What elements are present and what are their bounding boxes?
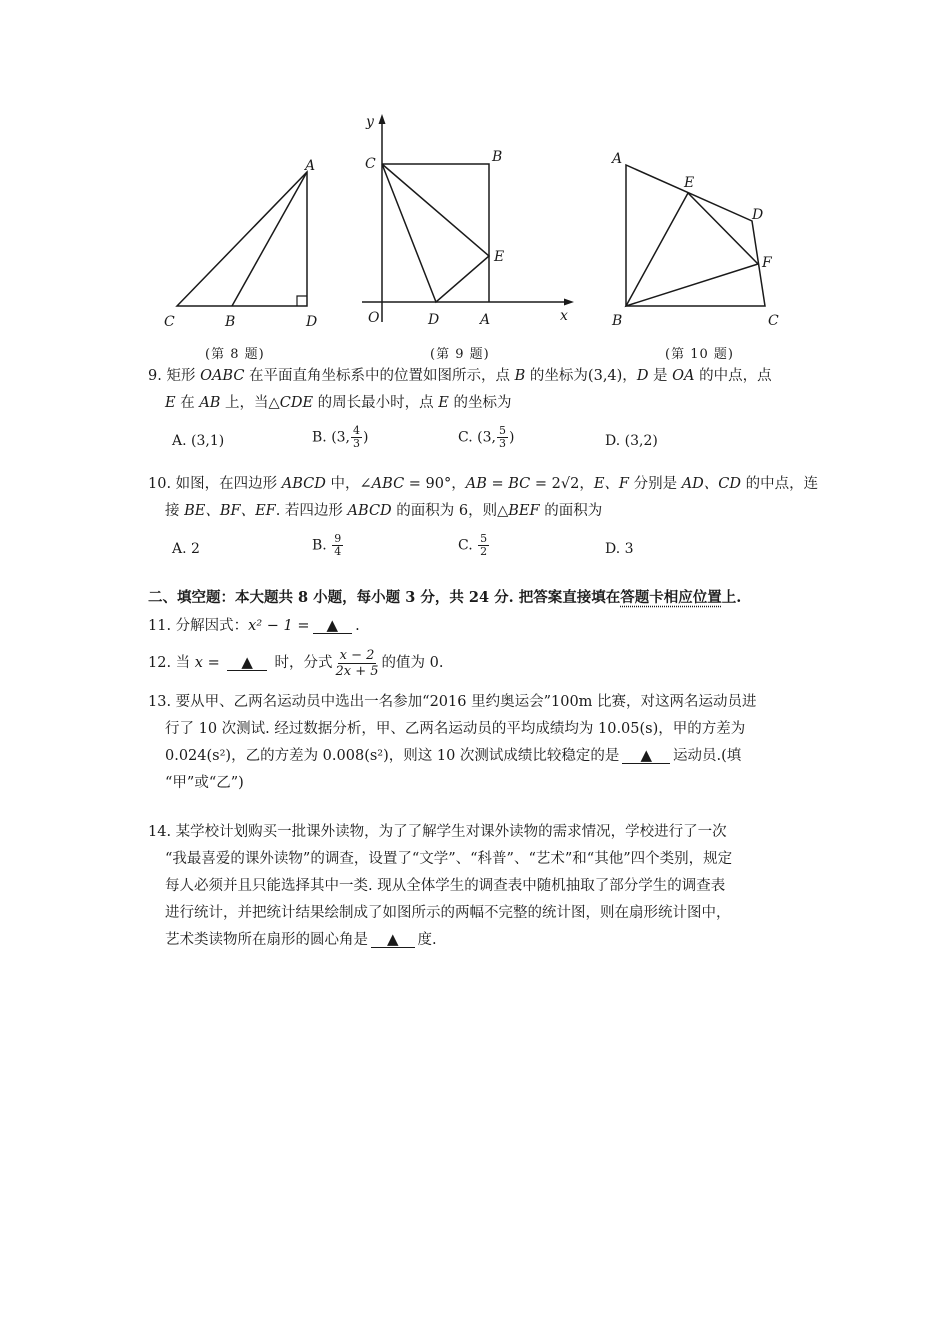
q10-var-ABC: ABC [371,476,405,492]
q10-var-ABCD: ABCD [347,503,392,519]
q13-stem-line1: 13. 要从甲、乙两名运动员中选出一名参加“2016 里约奥运会”100m 比赛，对这两名运动员进 [148,694,757,710]
q9-option-a: A. (3,1) [172,433,225,449]
q12-text: = [202,655,225,671]
fig10-label-A: A [612,151,623,167]
q10-stem-line2 [165,501,602,521]
fig10-label-D: D [752,207,764,223]
q10-text: = 90°， [404,476,466,492]
q14-stem-line4: 进行统计，并把统计结果绘制成了如图所示的两幅不完整的统计图，则在扇形统计图中， [165,905,731,921]
fraction-denominator: 3 [353,437,361,450]
q11-stem [148,616,360,636]
fig8-right-angle-mark [297,296,307,306]
q9-text: 在 [175,395,200,411]
figure-9-diagram [360,112,580,342]
q9-var-OABC: OABC [200,368,245,384]
fraction-denominator: 2x + 5 [335,663,379,679]
q10-option-d: D. 3 [605,541,634,557]
q10-var-AB-BC: AB = BC [465,476,531,492]
fig10-label-C: C [768,313,779,329]
fig9-label-y: y [366,114,374,130]
fig8-label-D: D [306,314,318,330]
fig9-triangle-CDE [382,164,489,302]
fig8-label-A: A [305,158,316,174]
q10-option-c-fraction [478,533,489,558]
fig8-label-B: B [225,314,236,330]
q9-stem-line2 [165,393,511,413]
q11-text: . [355,618,360,634]
q14-stem-line3: 每人必须并且只能选择其中一类. 现从全体学生的调查表中随机抽取了部分学生的调查表 [165,878,726,894]
q10-option-b-text: B. [312,537,332,554]
fig9-label-B: B [492,149,503,165]
q9-text: 是 [648,368,673,384]
fig9-label-O: O [368,310,380,326]
q9-text: 9. 矩形 [148,368,201,384]
q10-option-c-text: C. [458,537,478,554]
q10-var-EF: E、F [593,476,629,492]
q12-text: 时，分式 [269,655,333,671]
q10-var-BEF: BEF [508,503,540,519]
q9-option-c-fraction [497,425,508,450]
q13-text: 0.024(s²)，乙的方差为 0.008(s²)，则这 10 次测试成绩比较稳定的是 [165,748,620,764]
fig10-triangle-BEF [626,193,758,306]
q10-option-b [312,533,344,558]
q9-option-c-text: C. (3, [458,429,496,446]
q12-var-x: x [194,655,203,671]
q13-answer-blank: ▲ [622,747,670,764]
q9-stem-line1 [148,366,772,386]
fraction-denominator: 2 [480,545,488,558]
q11-text: 11. 分解因式： [148,618,249,634]
q9-text: 在平面直角坐标系中的位置如图所示，点 [244,368,515,384]
q9-var-AB: AB [199,395,221,411]
q14-stem-line2: “我最喜爱的课外读物”的调查，设置了“文学”、“科普”、“艺术”和“其他”四个类别，规定 [165,851,733,867]
q9-var-B: B [514,368,526,384]
q9-option-b-fraction [351,425,362,450]
fig8-label-C: C [164,314,175,330]
fig8-caption: (第 8 题) [205,347,265,362]
q9-text: 上，当△ [220,395,280,411]
fig10-label-F: F [762,255,772,271]
q12-text: 12. 当 [148,655,195,671]
q9-var-CDE: CDE [279,395,314,411]
q13-stem-line4: “甲”或“乙”) [165,775,244,791]
q9-var-E: E [438,395,449,411]
q14-stem-line5 [165,930,437,950]
fig9-rectangle-CBA [382,164,489,302]
figure-8-diagram [160,150,330,340]
q10-var-ABCD: ABCD [281,476,326,492]
fig10-label-E: E [684,175,695,191]
q10-var-BE-BF-EF: BE、BF、EF [184,503,276,519]
q10-text: 接 [165,503,185,519]
q10-text: . 若四边形 [275,503,348,519]
fraction-numerator: 4 [353,424,361,437]
section-2-heading [148,588,741,608]
fig9-label-D: D [428,312,440,328]
fig8-segment-AB [232,172,307,306]
fig9-x-axis-arrow [564,299,574,306]
q13-text: 运动员.(填 [672,748,742,764]
fig8-triangle-ACD [177,172,307,306]
q9-text: 的坐标为 [448,395,512,411]
q14-stem-line1: 14. 某学校计划购买一批课外读物，为了了解学生对课外读物的需求情况，学校进行了一次 [148,824,727,840]
q10-text: = 2√2， [530,476,594,492]
q9-option-b-text: ) [363,429,369,446]
q13-stem-line2: 行了 10 次测试. 经过数据分析，甲、乙两名运动员的平均成绩均为 10.05(s)，甲的方差为 [165,721,746,737]
fig10-caption: (第 10 题) [665,347,734,362]
q10-option-a: A. 2 [172,541,200,557]
q13-stem-line3 [165,746,741,766]
q9-var-OA: OA [672,368,695,384]
q10-text: 的面积为 [539,503,603,519]
fraction-denominator: 4 [334,545,342,558]
q12-stem [148,646,443,680]
q9-var-E: E [165,395,176,411]
q9-option-b [312,425,368,450]
q12-text: 的值为 0. [381,655,444,671]
q9-text: 的坐标为(3,4)， [525,368,637,384]
section-2-heading-text: 二、填空题：本大题共 8 小题，每小题 3 分，共 24 分. 把答案直接填在 [148,589,621,606]
q10-text: 10. 如图，在四边形 [148,476,282,492]
fig9-label-A: A [480,312,491,328]
fig9-label-C: C [365,156,376,172]
q11-expression: x² − 1 = [248,618,310,634]
q10-var-AD-CD: AD、CD [681,476,742,492]
q10-text: 的面积为 6，则△ [391,503,509,519]
q10-text: 的中点，连 [741,476,819,492]
q14-text: 艺术类读物所在扇形的圆心角是 [165,932,368,948]
q12-fraction [334,648,381,679]
q10-stem-line1 [148,474,818,494]
q9-text: 的周长最小时，点 [313,395,439,411]
fraction-numerator: 5 [498,424,506,437]
fig9-caption: (第 9 题) [430,347,490,362]
q9-option-c [458,425,514,450]
q10-text: 分别是 [628,476,682,492]
fig9-label-x: x [560,308,568,324]
fig9-y-axis-arrow [379,114,386,124]
figure-10-diagram [600,145,800,340]
q12-answer-blank: ▲ [227,654,267,671]
fraction-numerator: 5 [480,532,488,545]
fraction-numerator: 9 [334,532,342,545]
q14-answer-blank: ▲ [371,931,415,948]
q10-option-b-fraction [332,533,343,558]
q9-var-D: D [636,368,649,384]
section-2-heading-emphasis: 答题卡相应位置 [620,589,722,606]
fig10-quadrilateral-ABCD [626,165,765,306]
fig9-label-E: E [494,249,505,265]
q9-option-b-text: B. (3, [312,429,351,446]
fraction-numerator: x − 2 [339,647,375,663]
section-2-heading-text: 上. [721,589,742,606]
q9-option-d: D. (3,2) [605,433,658,449]
q10-text: 中，∠ [325,476,372,492]
q14-text: 度. [417,932,437,948]
q9-option-c-text: ) [508,429,515,446]
fig10-label-B: B [612,313,623,329]
q11-answer-blank: ▲ [313,617,353,634]
q10-option-c [458,533,490,558]
q9-text: 的中点，点 [694,368,772,384]
fraction-denominator: 3 [498,437,506,450]
